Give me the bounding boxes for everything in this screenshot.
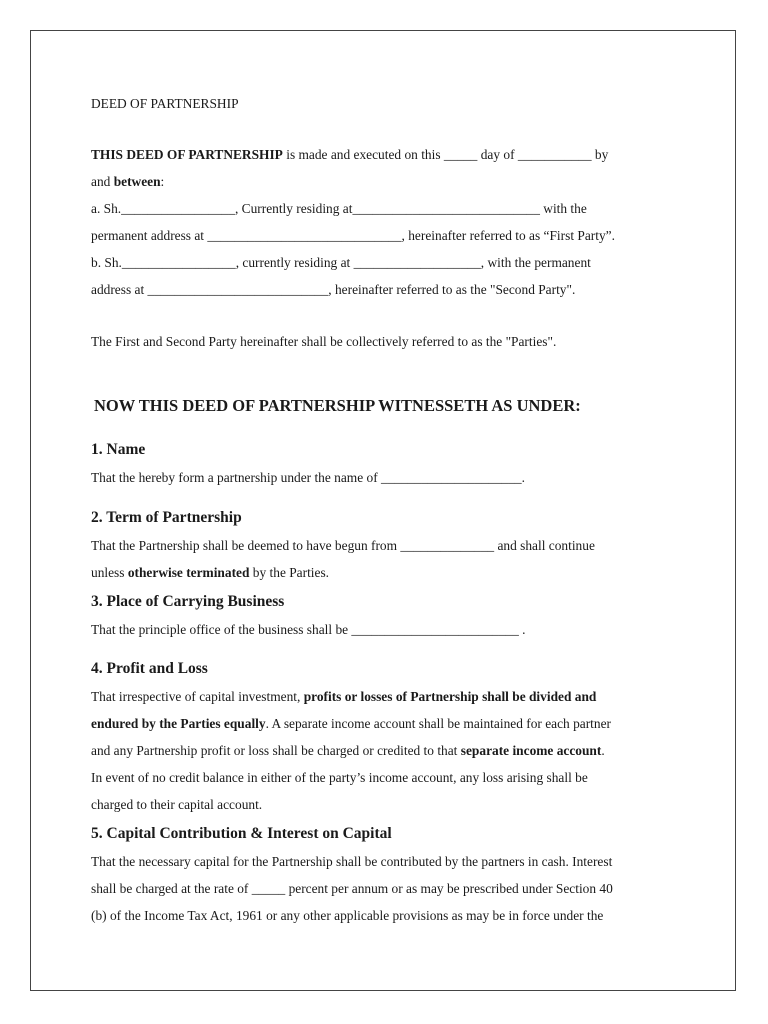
- intro-text: is made and executed on this _____ day of ___________ by: [282, 147, 609, 162]
- section-1-text: That the hereby form a partnership under the name of _____________________.: [91, 470, 525, 485]
- intro-bold-title: THIS DEED OF PARTNERSHIP: [91, 147, 283, 162]
- section-4-text-4: In event of no credit balance in either of the party’s income account, any loss arising shall be: [91, 770, 588, 785]
- section-2-unless: unless: [91, 565, 128, 580]
- second-party-line: b. Sh._________________, currently residing at ___________________, with the permanent: [91, 255, 591, 270]
- section-4-l1-bold: profits or losses of Partnership shall be divided and: [303, 689, 597, 704]
- section-4-l3-bold: separate income account: [460, 743, 602, 758]
- first-party-address-line: permanent address at _____________________________, hereinafter referred to as “First Party”.: [91, 228, 615, 243]
- section-1-heading: 1. Name: [91, 441, 146, 458]
- intro-colon: :: [160, 174, 165, 189]
- section-4-text-2: [91, 715, 611, 733]
- section-5-text-2: shall be charged at the rate of _____ percent per annum or as may be prescribed under Section 40: [91, 881, 613, 896]
- intro-line-2: [91, 173, 164, 191]
- section-4-text-3: [91, 742, 605, 760]
- section-5-text-1: That the necessary capital for the Partnership shall be contributed by the partners in cash. Interest: [91, 854, 613, 869]
- document-page: [30, 30, 736, 991]
- section-3-heading: 3. Place of Carrying Business: [91, 593, 285, 610]
- document-title: DEED OF PARTNERSHIP: [91, 96, 239, 111]
- section-4-heading: 4. Profit and Loss: [91, 660, 208, 677]
- section-2-heading: 2. Term of Partnership: [91, 509, 242, 526]
- section-4-l2-bold: endured by the Parties equally: [91, 716, 266, 731]
- section-4-l3-a: and any Partnership profit or loss shall be charged or credited to that: [91, 743, 461, 758]
- first-party-line: a. Sh._________________, Currently residing at____________________________ with the: [91, 201, 587, 216]
- intro-between: between: [113, 174, 161, 189]
- section-4-l3-b: .: [601, 743, 605, 758]
- section-4-text-5: charged to their capital account.: [91, 797, 263, 812]
- section-4-l1-a: That irrespective of capital investment,: [91, 689, 304, 704]
- section-2-bold: otherwise terminated: [127, 565, 250, 580]
- section-4-text-1: [91, 688, 596, 706]
- section-3-text: That the principle office of the business shall be _________________________ .: [91, 622, 526, 637]
- section-4-l2-b: . A separate income account shall be maintained for each partner: [265, 716, 611, 731]
- section-2-text-2: [91, 564, 329, 582]
- section-2-text-1: That the Partnership shall be deemed to have begun from ______________ and shall continue: [91, 538, 595, 553]
- second-party-address-line: address at ___________________________, hereinafter referred to as the "Second Party".: [91, 282, 576, 297]
- section-5-text-3: (b) of the Income Tax Act, 1961 or any other applicable provisions as may be in force under the: [91, 908, 604, 923]
- section-2-tail: by the Parties.: [249, 565, 330, 580]
- witness-heading: NOW THIS DEED OF PARTNERSHIP WITNESSETH AS UNDER:: [94, 396, 581, 415]
- parties-definition: The First and Second Party hereinafter shall be collectively referred to as the "Parties".: [91, 334, 557, 349]
- section-5-heading: 5. Capital Contribution & Interest on Capital: [91, 825, 392, 842]
- intro-line-1: [91, 146, 608, 164]
- intro-and: and: [91, 174, 114, 189]
